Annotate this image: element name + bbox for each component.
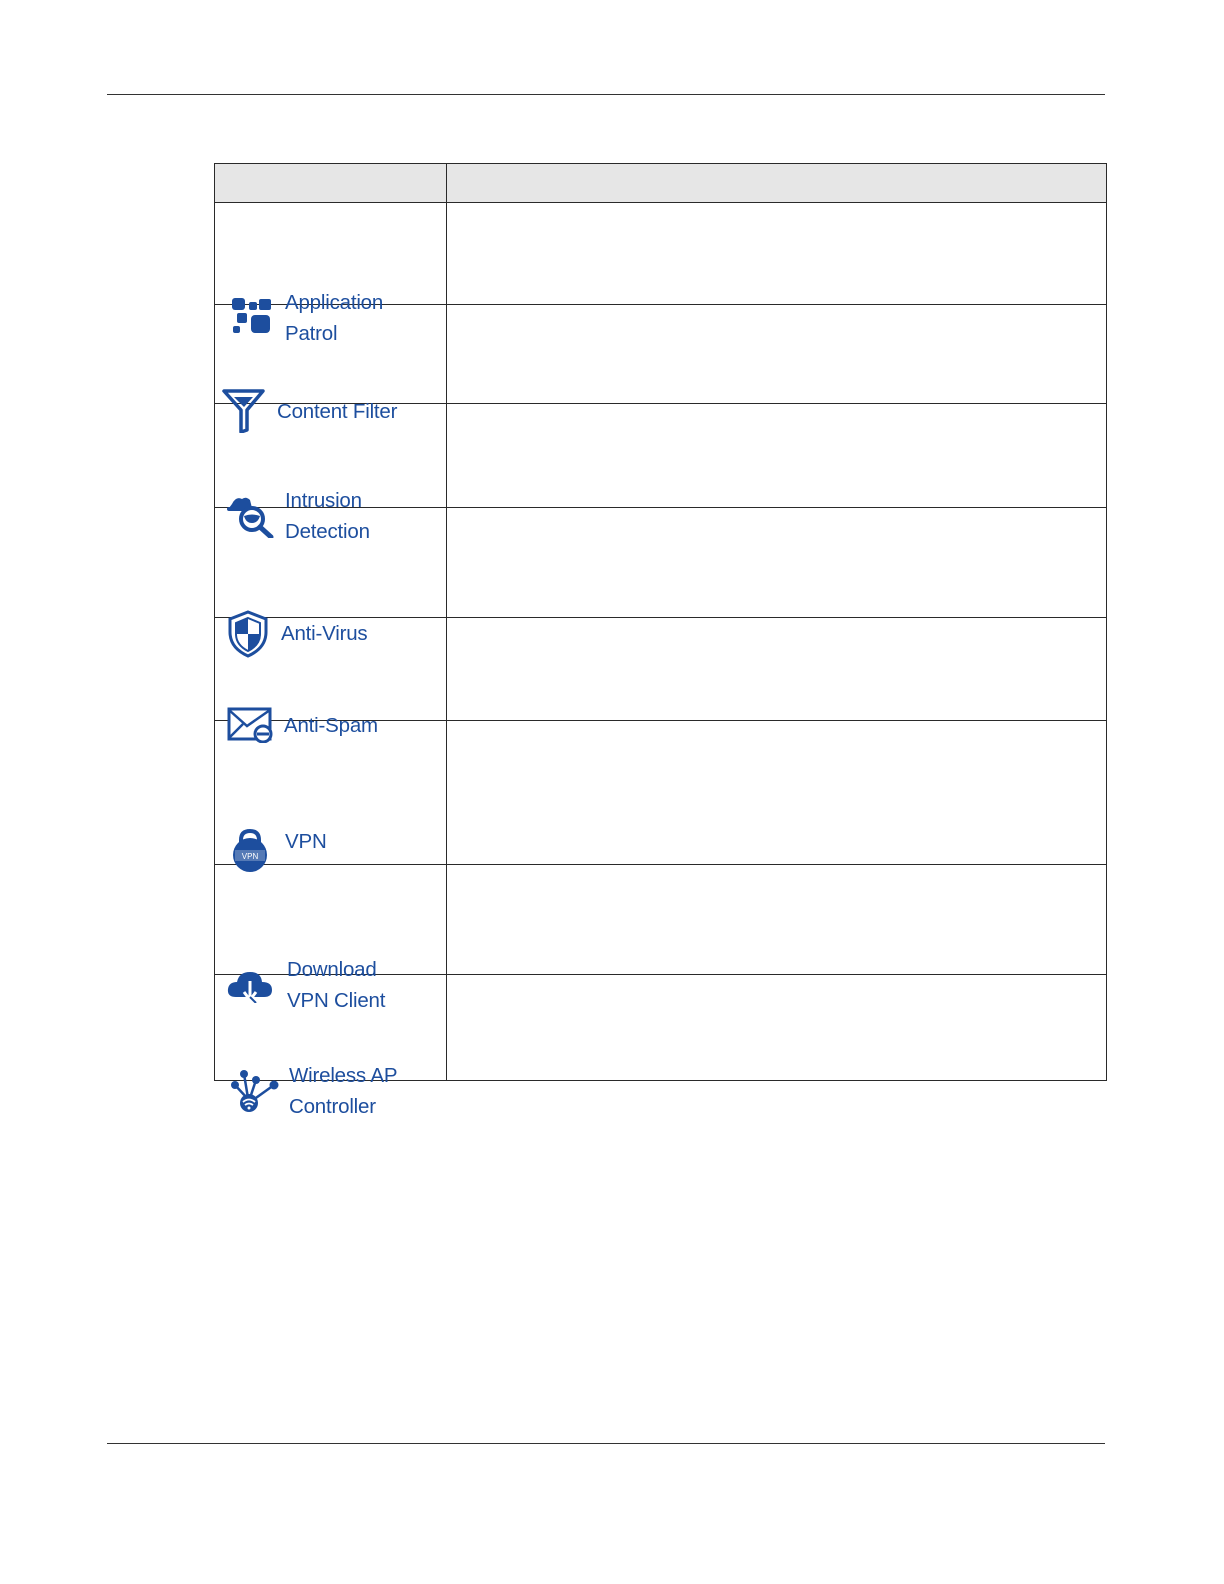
table-cell-description: [447, 975, 1107, 1081]
row-label-line-1: VPN: [285, 830, 327, 853]
row-label-line-1: Anti-Spam: [284, 713, 378, 737]
envelope-block-icon: [227, 707, 273, 743]
table-header-cell-1: [215, 164, 447, 203]
header-rule: [107, 94, 1105, 95]
table-header-cell-2: [447, 164, 1107, 203]
application-patrol-icon: [231, 297, 273, 339]
wireless-controller-icon: [231, 1068, 279, 1114]
table-cell-description: [447, 721, 1107, 865]
row-label-line-1: Download: [287, 957, 377, 981]
spy-magnifier-icon: [226, 494, 274, 538]
row-label-line-1: Intrusion: [285, 488, 362, 512]
table-row: [215, 865, 1107, 975]
row-label-line-2: Controller: [289, 1094, 376, 1118]
row-label-line-1: Content Filter: [277, 399, 398, 423]
svg-text:VPN: VPN: [241, 851, 259, 861]
table-cell-description: [447, 508, 1107, 618]
row-label-line-2: Patrol: [285, 321, 338, 345]
row-label-line-1: Wireless AP: [289, 1063, 398, 1087]
cloud-download-icon: [226, 967, 276, 1003]
shield-icon: [227, 610, 269, 658]
footer-rule: [107, 1443, 1105, 1444]
table-cell-description: [447, 203, 1107, 305]
table-cell-description: [447, 404, 1107, 508]
table-cell-description: [447, 618, 1107, 721]
table-cell-description: [447, 865, 1107, 975]
table-header-row: [215, 164, 1107, 203]
row-label-line-1: Application: [285, 290, 384, 314]
table-row: [215, 203, 1107, 305]
row-label-line-2: VPN Client: [287, 988, 386, 1012]
table-cell-label: [215, 203, 447, 345]
vpn-lock-icon: [231, 827, 269, 873]
table-cell-description: [447, 305, 1107, 404]
row-label-line-1: Anti-Virus: [281, 622, 368, 645]
funnel-filter-icon: [222, 389, 265, 433]
row-label-line-2: Detection: [285, 519, 370, 543]
table-cell-label: [215, 865, 447, 1012]
features-table: [214, 163, 1107, 1118]
